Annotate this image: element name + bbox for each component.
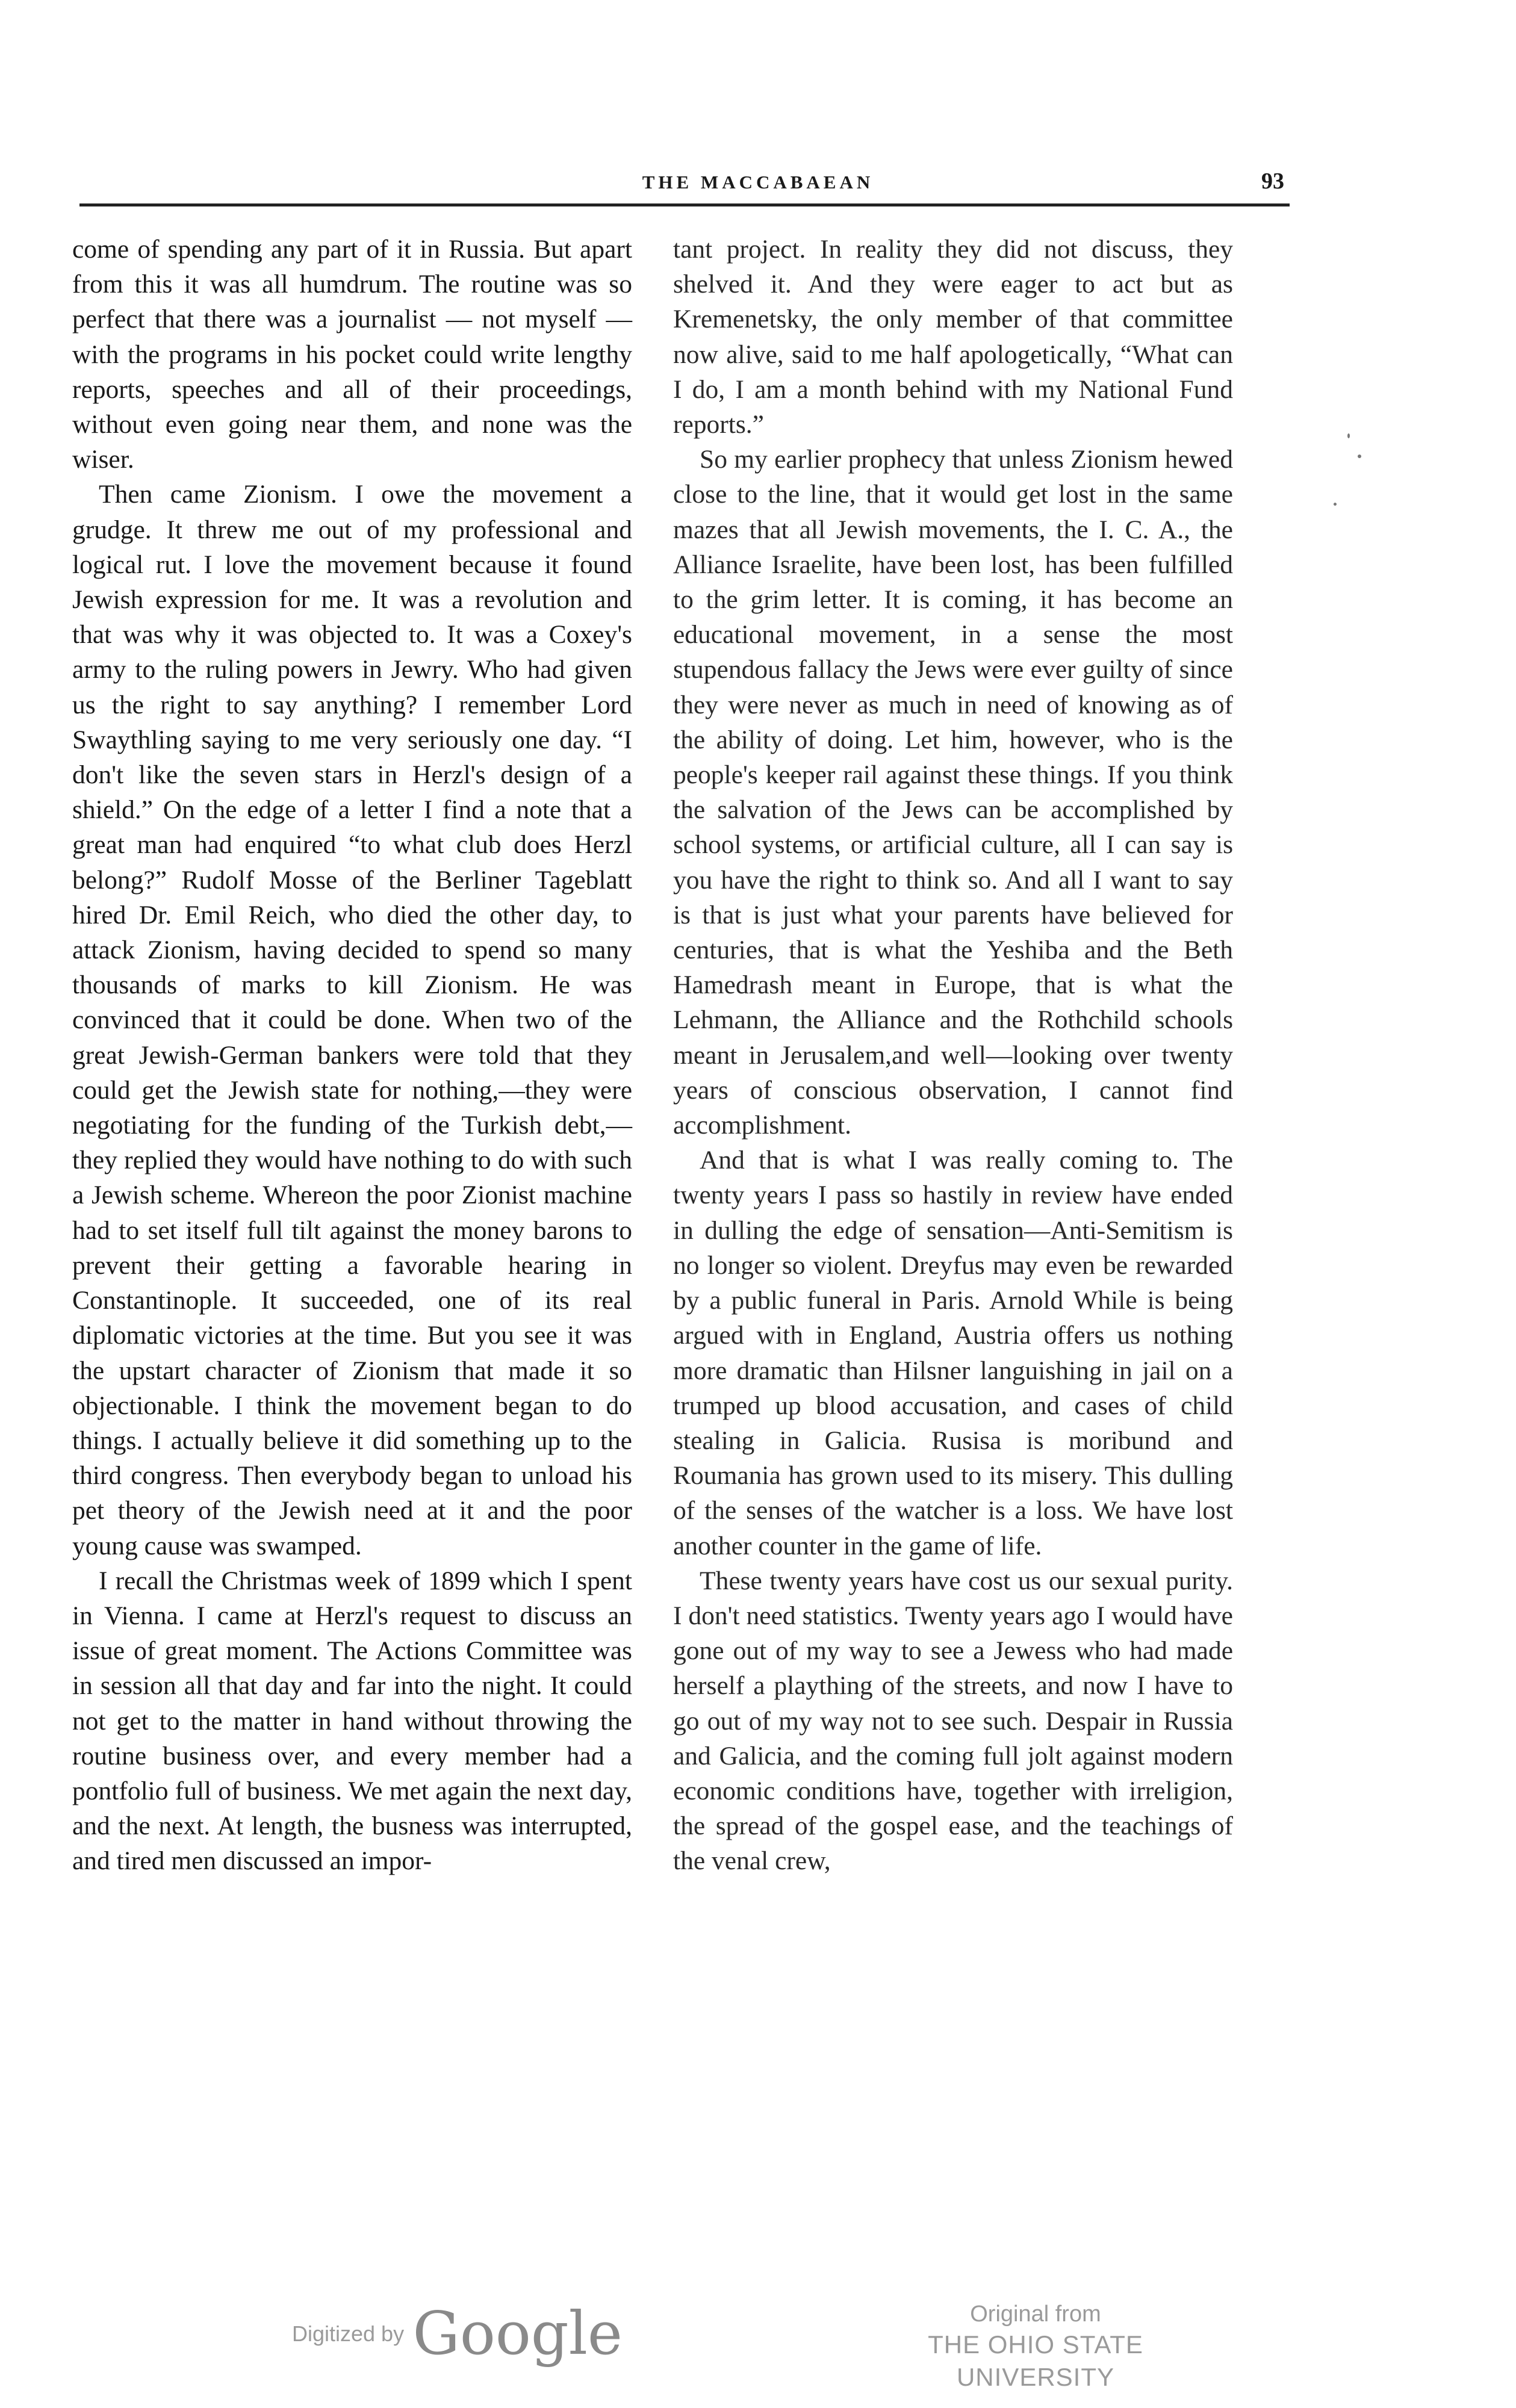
scan-speck — [1358, 455, 1361, 458]
source-watermark — [867, 2300, 1204, 2394]
left-column — [72, 232, 632, 1879]
digitized-by-label: Digitized by — [292, 2321, 405, 2346]
header-rule — [79, 203, 1290, 206]
page-number: 93 — [1261, 169, 1284, 194]
institution-name: THE OHIO STATE UNIVERSITY — [928, 2330, 1143, 2391]
paragraph: So my earlier prophecy that unless Zionism hewed close to the line, that it would get lost in the same mazes that all Jewish movements, the I. C. A., the Alliance Israelite, have been lost, has been fulfilled to the grim letter. It is coming, it has become an educational movement, in a sense the most stupendous fallacy the Jews were ever guilty of since they were never as much in need of knowing as of the ability of doing. Let him, however, who is the people's keeper rail against these things. If you think the salvation of the Jews can be accomplished by school systems, or artificial culture, all I can say is you have the right to think so. And all I want to say is that is just what your parents have believed for centuries, that is what the Yeshiba and the Beth Hamedrash meant in Europe, that is what the Lehmann, the Alliance and the Rothchild schools meant in Jerusalem,and well—looking over twenty years of conscious observation, I cannot find accomplishment. — [673, 445, 1233, 1140]
right-column — [673, 232, 1233, 1879]
scan-speck — [1334, 503, 1337, 506]
running-head: THE MACCABAEAN — [642, 172, 874, 193]
digitized-by-watermark — [292, 2300, 623, 2368]
paragraph: These twenty years have cost us our sexual purity. I don't need statistics. Twenty years ago I would have gone out of my way to see a Jewess who had made herself a plaything of the streets, and now I have to go out of my way not to see such. Despair in Russia and Galicia, and the coming full jolt against modern economic conditions have, together with irreligion, the spread of the gospel ease, and the teachings of the venal crew, — [673, 1566, 1233, 1876]
paragraph: And that is what I was really coming to. The twenty years I pass so hastily in review have ended in dulling the edge of sensation—Anti-Semitism is no longer so violent. Dreyfus may even be rewarded by a public funeral in Paris. Arnold While is being argued with in England, Austria offers us nothing more dramatic than Hilsner languishing in jail on a trumped up blood accusation, and cases of child stealing in Galicia. Rusisa is moribund and Roumania has grown used to its misery. This dulling of the senses of the watcher is a loss. We have lost another counter in the game of life. — [673, 1146, 1233, 1560]
paragraph: come of spending any part of it in Russia. But apart from this it was all humdrum. The routine was so perfect that there was a journalist — not myself — with the programs in his pocket could write lengthy reports, speeches and all of their proceedings, without even going near them, and none was the wiser. — [72, 235, 632, 474]
google-logo: Google — [412, 2300, 623, 2368]
original-from-label: Original from — [970, 2301, 1101, 2327]
paragraph: tant project. In reality they did not discuss, they shelved it. And they were eager to act but as Kremenetsky, the only member of that committee now alive, said to me half apologetically, “What can I do, I am a month behind with my National Fund reports.” — [673, 235, 1233, 439]
paragraph: Then came Zionism. I owe the movement a grudge. It threw me out of my professional and logical rut. I love the movement because it found Jewish expression for me. It was a revolution and that was why it was objected to. It was a Coxey's army to the ruling powers in Jewry. Who had given us the right to say anything? I remember Lord Swaythling saying to me very seriously one day. “I don't like the seven stars in Herzl's design of a shield.” On the edge of a letter I find a note that a great man had enquired “to what club does Herzl belong?” Rudolf Mosse of the Berliner Tageblatt hired Dr. Emil Reich, who died the other day, to attack Zionism, having decided to spend so many thousands of marks to kill Zionism. He was convinced that it could be done. When two of the great Jewish-German bankers were told that they could get the Jewish state for nothing,—they were negotiating for the funding of the Turkish debt,—they replied they would have nothing to do with such a Jewish scheme. Whereon the poor Zionist machine had to set itself full tilt against the money barons to prevent their getting a favorable hearing in Constantinople. It succeeded, one of its real diplomatic victories at the time. But you see it was the upstart character of Zionism that made it so objectionable. I think the movement began to do things. I actually believe it did something up to the third congress. Then everybody began to unload his pet theory of the Jewish need at it and the poor young cause was swamped. — [72, 480, 632, 1560]
paragraph: I recall the Christmas week of 1899 which I spent in Vienna. I came at Herzl's request to discuss an issue of great moment. The Actions Committee was in session all that day and far into the night. It could not get to the matter in hand without throwing the routine business over, and every member had a pontfolio full of business. We met again the next day, and the next. At length, the busness was interrupted, and tired men discussed an impor- — [72, 1566, 632, 1876]
scan-speck — [1347, 433, 1350, 438]
